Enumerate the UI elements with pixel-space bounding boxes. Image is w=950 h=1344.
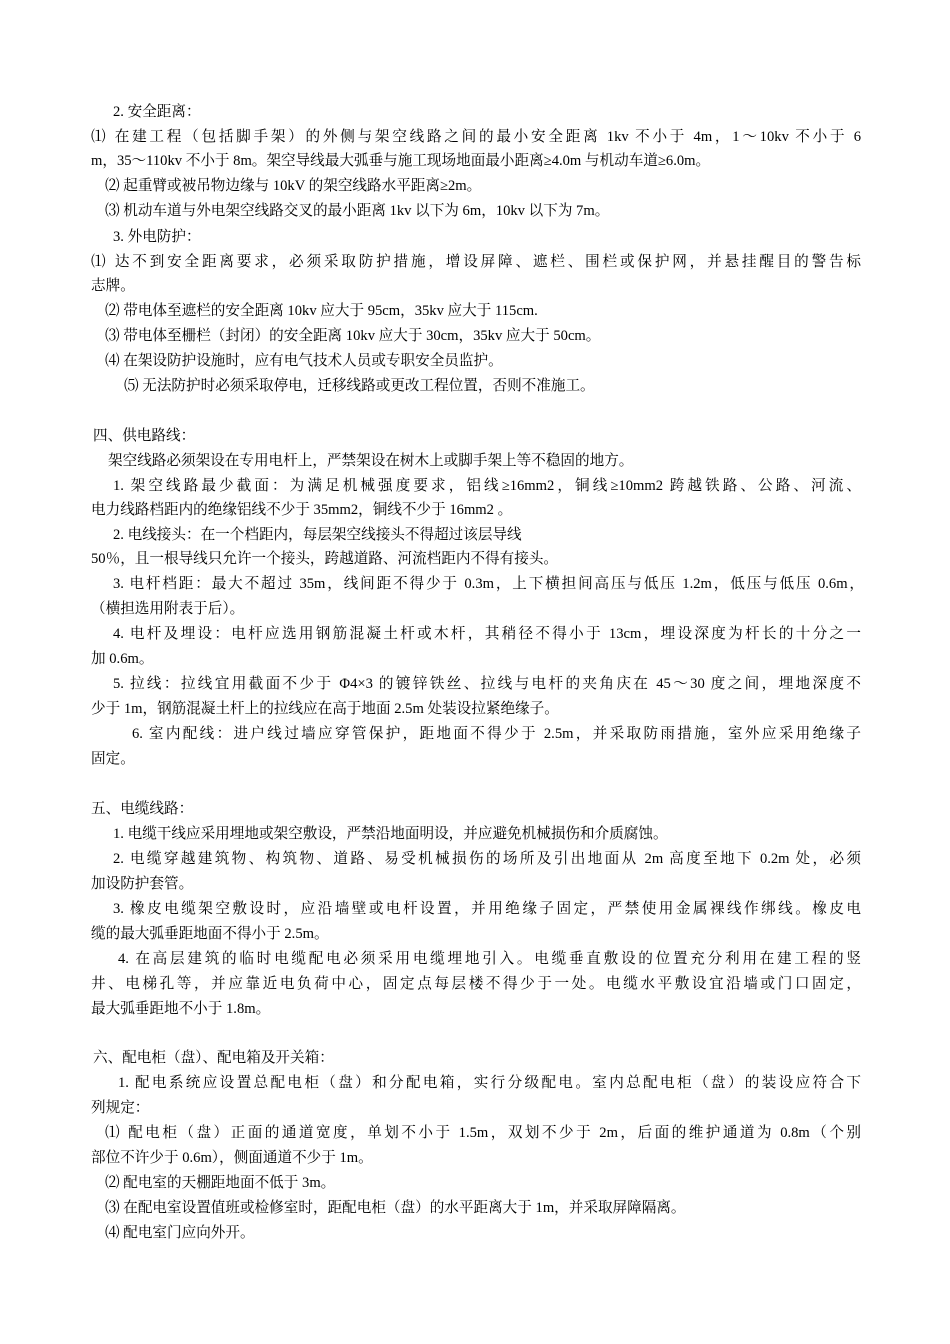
safety-distance-item-1-line-1: ⑴ 在建工程（包括脚手架）的外侧与架空线路之间的最小安全距离 1kv 不小于 4m，1～10kv 不小于 6: [91, 129, 861, 145]
cabinet-item-1-line-1: 1. 配电系统应设置总配电柜（盘）和分配电箱，实行分级配电。室内总配电柜（盘）的装设应符合下: [118, 1075, 861, 1091]
protection-item-1-line-2: 志牌。: [91, 278, 135, 294]
cable-item-1: 1. 电缆干线应采用埋地或架空敷设，严禁沿地面明设，并应避免机械损伤和介质腐蚀。: [113, 826, 668, 842]
cable-item-3-line-1: 3. 橡皮电缆架空敷设时，应沿墙壁或电杆设置，并用绝缘子固定，严禁使用金属裸线作绑线。橡皮电: [113, 901, 861, 917]
cabinet-item-1-line-2: 列规定：: [91, 1100, 150, 1116]
supply-item-4-line-2: 加 0.6m。: [91, 651, 154, 667]
safety-distance-item-1-line-2: m，35～110kv 不小于 8m。架空导线最大弧垂与施工现场地面最小距离≥4.0m 与机动车道≥6.0m。: [91, 153, 711, 169]
safety-distance-item-2: ⑵ 起重臂或被吊物边缘与 10kV 的架空线路水平距离≥2m。: [105, 178, 482, 194]
section-4-title: 四、供电路线：: [93, 428, 196, 444]
protection-item-3: ⑶ 带电体至栅栏（封闭）的安全距离 10kv 应大于 30cm，35kv 应大于 50cm。: [105, 328, 601, 344]
cable-item-3-line-2: 缆的最大弧垂距地面不得小于 2.5m。: [91, 926, 329, 942]
supply-item-6-line-2: 固定。: [91, 751, 135, 767]
cabinet-sub-2: ⑵ 配电室的天棚距地面不低于 3m。: [105, 1175, 336, 1191]
cabinet-sub-3: ⑶ 在配电室设置值班或检修室时，距配电柜（盘）的水平距离大于 1m，并采取屏障隔离。: [105, 1200, 686, 1216]
section-5-title: 五、电缆线路：: [91, 801, 194, 817]
supply-item-6-line-1: 6. 室内配线：进户线过墙应穿管保护，距地面不得少于 2.5m，并采取防雨措施，室外应采用绝缘子: [132, 726, 861, 742]
supply-item-1-line-1: 1. 架空线路最少截面：为满足机械强度要求，铝线≥16mm2，铜线≥10mm2 跨越铁路、公路、河流、: [113, 478, 861, 494]
section-6-title: 六、配电柜（盘）、配电箱及开关箱：: [93, 1050, 334, 1066]
supply-item-1-line-2: 电力线路档距内的绝缘铝线不少于 35mm2，铜线不少于 16mm2 。: [91, 502, 513, 518]
heading-safety-distance: 2. 安全距离：: [113, 104, 201, 120]
cable-item-4-line-1: 4. 在高层建筑的临时电缆配电必须采用电缆埋地引入。电缆垂直敷设的位置充分利用在建工程的竖: [118, 951, 861, 967]
cabinet-sub-4: ⑷ 配电室门应向外开。: [105, 1225, 255, 1241]
protection-item-5: ⑸ 无法防护时必须采取停电，迁移线路或更改工程位置，否则不准施工。: [124, 378, 595, 394]
protection-item-2: ⑵ 带电体至遮栏的安全距离 10kv 应大于 95cm，35kv 应大于 115cm.: [105, 303, 538, 319]
heading-external-power-protection: 3. 外电防护：: [113, 229, 201, 245]
supply-item-3-line-1: 3. 电杆档距：最大不超过 35m，线间距不得少于 0.3m，上下横担间高压与低压 1.2m，低压与低压 0.6m，: [113, 576, 864, 592]
cabinet-sub-1-line-2: 部位不许少于 0.6m），侧面通道不少于 1m。: [91, 1150, 373, 1166]
cable-item-2-line-1: 2. 电缆穿越建筑物、构筑物、道路、易受机械损伤的场所及引出地面从 2m 高度至地下 0.2m 处，必须: [113, 851, 861, 867]
cable-item-2-line-2: 加设防护套管。: [91, 876, 194, 892]
protection-item-4: ⑷ 在架设防护设施时，应有电气技术人员或专职安全员监护。: [105, 353, 503, 369]
supply-item-5-line-2: 少于 1m，钢筋混凝土杆上的拉线应在高于地面 2.5m 处装设拉紧绝缘子。: [91, 701, 559, 717]
supply-item-4-line-1: 4. 电杆及埋设：电杆应选用钢筋混凝土杆或木杆，其稍径不得小于 13cm，埋设深度为杆长的十分之一: [113, 626, 861, 642]
cabinet-sub-1-line-1: ⑴ 配电柜（盘）正面的通道宽度，单划不小于 1.5m，双划不少于 2m，后面的维护通道为 0.8m（个别: [105, 1125, 861, 1141]
safety-distance-item-3: ⑶ 机动车道与外电架空线路交叉的最小距离 1kv 以下为 6m，10kv 以下为 7m。: [105, 203, 610, 219]
protection-item-1-line-1: ⑴ 达不到安全距离要求，必须采取防护措施，增设屏障、遮栏、围栏或保护网，并悬挂醒目的警告标: [91, 254, 861, 270]
supply-item-3-line-2: （横担选用附表于后）。: [91, 601, 245, 617]
supply-item-2-line-2: 50％，且一根导线只允许一个接头，跨越道路、河流档距内不得有接头。: [91, 551, 559, 567]
supply-item-2-line-1: 2. 电线接头：在一个档距内，每层架空线接头不得超过该层导线: [113, 527, 522, 543]
cable-item-4-line-3: 最大弧垂距地不小于 1.8m。: [91, 1001, 271, 1017]
section-4-intro: 架空线路必须架设在专用电杆上，严禁架设在树木上或脚手架上等不稳固的地方。: [108, 453, 634, 469]
supply-item-5-line-1: 5. 拉线：拉线宜用截面不少于 Φ4×3 的镀锌铁丝、拉线与电杆的夹角庆在 45～30 度之间，埋地深度不: [113, 676, 861, 692]
cable-item-4-line-2: 井、电梯孔等，并应靠近电负荷中心，固定点每层楼不得少于一处。电缆水平敷设宜沿墙或门口固定，: [91, 976, 861, 992]
